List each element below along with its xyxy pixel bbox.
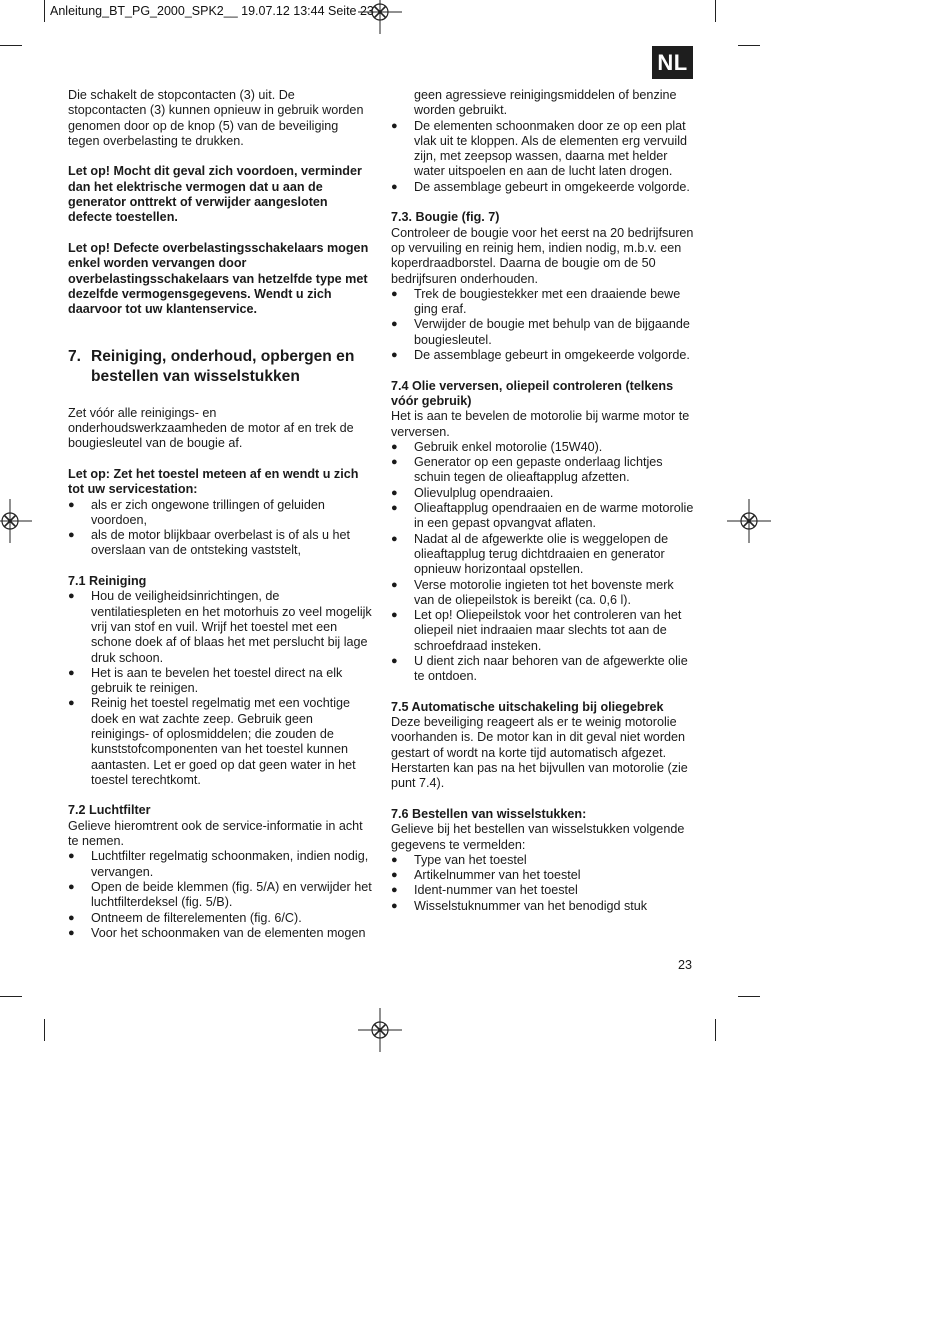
bullet-list [68,498,373,559]
registration-mark-icon [0,499,32,543]
list-item: ● Reinig het toestel regelmatig met een vochtige doek en wat zachte zeep. Gebruik geen reinigings- of oplosmiddelen; die zouden de kunststofcomponenten van het toestel kunnen aantasten. Let er goed op dat geen water in het toestel terechtkomt. [68,696,373,788]
subsection-title: 7.6 Bestellen van wisselstukken: [391,806,587,821]
list-item: ● De elementen schoonmaken door ze op een plat vlak uit te kloppen. Als de elementen erg vervuild zijn, met zeepsop wassen, daarna met helder water uitspoelen en aan de lucht laten drogen. [391,119,696,180]
list-item: ● Het is aan te bevelen het toestel direct na elk gebruik te reinigen. [68,666,373,697]
bullet-list [391,440,696,685]
list-item: ● Artikelnummer van het toestel [391,868,696,883]
warning-paragraph: Let op! Defecte overbelastingsschakelaars mogen enkel worden vervangen door overbelastingsschakelaars van hetzelfde type met dezelfde vermogensgegevens. Wendt u zich daarvoor tot uw klantenservice. [68,240,369,317]
continuation-text: geen agressieve reinigingsmiddelen of benzine worden gebruikt. [414,88,677,118]
list-item: ● Nadat al de afgewerkte olie is weggelopen de olieaftapplug terug dichtdraaien en generator opnieuw horizontaal opstellen. [391,532,696,578]
list-item: ● Gebruik enkel motorolie (15W40). [391,440,696,455]
list-item: ● De assemblage gebeurt in omgekeerde volgorde. [391,348,696,363]
list-item: ● Luchtfilter regelmatig schoonmaken, indien nodig, vervangen. [68,849,373,880]
bullet-list [391,119,696,195]
list-item: ● Wisselstuknummer van het benodigd stuk [391,899,696,914]
subsection-title: 7.3. Bougie (fig. 7) [391,210,500,225]
print-slug: Anleitung_BT_PG_2000_SPK2__ 19.07.12 13:44 Seite 23 [50,4,374,18]
subsection-intro: Controleer de bougie voor het eerst na 20 bedrijfsuren op vervuiling en reinig hem, indien nodig, m.b.v. een koperdraadborstel. Daarna de bougie om de 50 bedrijfsuren onderhouden. [391,225,694,286]
list-item: ● Generator op een gepaste onderlaag lichtjes schuin tegen de olieaftapplug afzetten. [391,455,696,486]
list-item: ● Verse motorolie ingieten tot het bovenste merk van de oliepeilstok is bereikt (ca. 0,6 l). [391,578,696,609]
subsection-title: 7.2 Luchtfilter [68,803,151,818]
bullet-list [391,853,696,914]
section-intro: Zet vóór alle reinigings- en onderhoudswerkzaamheden de motor af en trek de bougiesleutel van de bougie af. [68,405,354,451]
list-item: ● Let op! Oliepeilstok voor het controleren van het oliepeil niet indraaien maar slechts tot aan de schroefdraad insteken. [391,608,696,654]
language-badge: NL [652,46,693,79]
intro-paragraph: Die schakelt de stopcontacten (3) uit. De stopcontacten (3) kunnen opnieuw in gebruik worden genomen door op de knop (5) van de beveiliging tegen overbelasting te drukken. [68,88,364,148]
list-item: ● Trek de bougiestekker met een draaiende bewe ging eraf. [391,287,696,318]
crop-mark [44,1019,45,1041]
crop-mark [0,45,22,46]
list-item: ● Olievulplug opendraaien. [391,486,696,501]
list-item: ● U dient zich naar behoren van de afgewerkte olie te ontdoen. [391,654,696,685]
list-item: ● als er zich ongewone trillingen of geluiden voordoen, [68,498,373,529]
registration-mark-icon [358,1008,402,1052]
list-item: ● Voor het schoonmaken van de elementen mogen [68,926,373,941]
crop-mark [0,996,22,997]
subsection-title: 7.1 Reiniging [68,574,147,589]
section-number: 7. [68,348,82,366]
section-heading [68,347,373,387]
bullet-list [68,589,373,788]
list-item: ● Type van het toestel [391,853,696,868]
subsection-intro: Gelieve bij het bestellen van wisselstukken volgende gegevens te vermelden: [391,822,685,852]
crop-mark [738,996,760,997]
subsection-title: 7.4 Olie verversen, oliepeil controleren (telkens vóór gebruik) [391,378,674,408]
section-title: Reiniging, onderhoud, opbergen en bestellen van wisselstukken [91,348,355,386]
bullet-list [391,287,696,363]
list-item: ● als de motor blijkbaar overbelast is of als u het overslaan van de ontsteking vaststelt, [68,528,373,559]
registration-mark-icon [358,0,402,34]
section-warning: Let op: Zet het toestel meteen af en wendt u zich tot uw servicestation: [68,466,359,497]
warning-paragraph: Let op! Mocht dit geval zich voordoen, verminder dan het elektrische vermogen dat u aan de generator onttrekt of verwijder aangesloten defecte toestellen. [68,164,362,225]
left-column [68,88,373,941]
registration-mark-icon [727,499,771,543]
list-item: ● Ontneem de filterelementen (fig. 6/C). [68,911,373,926]
bullet-list [68,849,373,941]
subsection-intro: Gelieve hieromtrent ook de service-informatie in acht te nemen. [68,818,363,849]
crop-mark [715,1019,716,1041]
list-item: ● Olieaftapplug opendraaien en de warme motorolie in een gepast opvangvat aflaten. [391,501,696,532]
subsection-title: 7.5 Automatische uitschakeling bij oliegebrek [391,699,664,714]
list-item: ● Open de beide klemmen (fig. 5/A) en verwijder het luchtfilterdeksel (fig. 5/B). [68,880,373,911]
list-item: ● Verwijder de bougie met behulp van de bijgaande bougiesleutel. [391,317,696,348]
page-number: 23 [678,958,693,972]
crop-mark [715,0,716,22]
subsection-intro: Het is aan te bevelen de motorolie bij warme motor te verversen. [391,409,690,439]
crop-mark [738,45,760,46]
list-item: ● De assemblage gebeurt in omgekeerde volgorde. [391,180,696,195]
list-item: ● Hou de veiligheidsinrichtingen, de ventilatiespleten en het motorhuis zo veel mogelijk vrij van stof en vuil. Wrijf het toestel met een schone doek af of blaas het met perslucht bij lage druk schoon. [68,589,373,665]
right-column [391,88,696,914]
crop-mark [44,0,45,22]
subsection-text: Deze beveiliging reageert als er te weinig motorolie voorhanden is. De motor kan in dit geval niet worden gestart of wordt na korte tijd automatisch afgezet. Herstarten kan pas na het bijvullen van motorolie (zie punt 7.4). [391,715,688,791]
list-item: ● Ident-nummer van het toestel [391,883,696,898]
